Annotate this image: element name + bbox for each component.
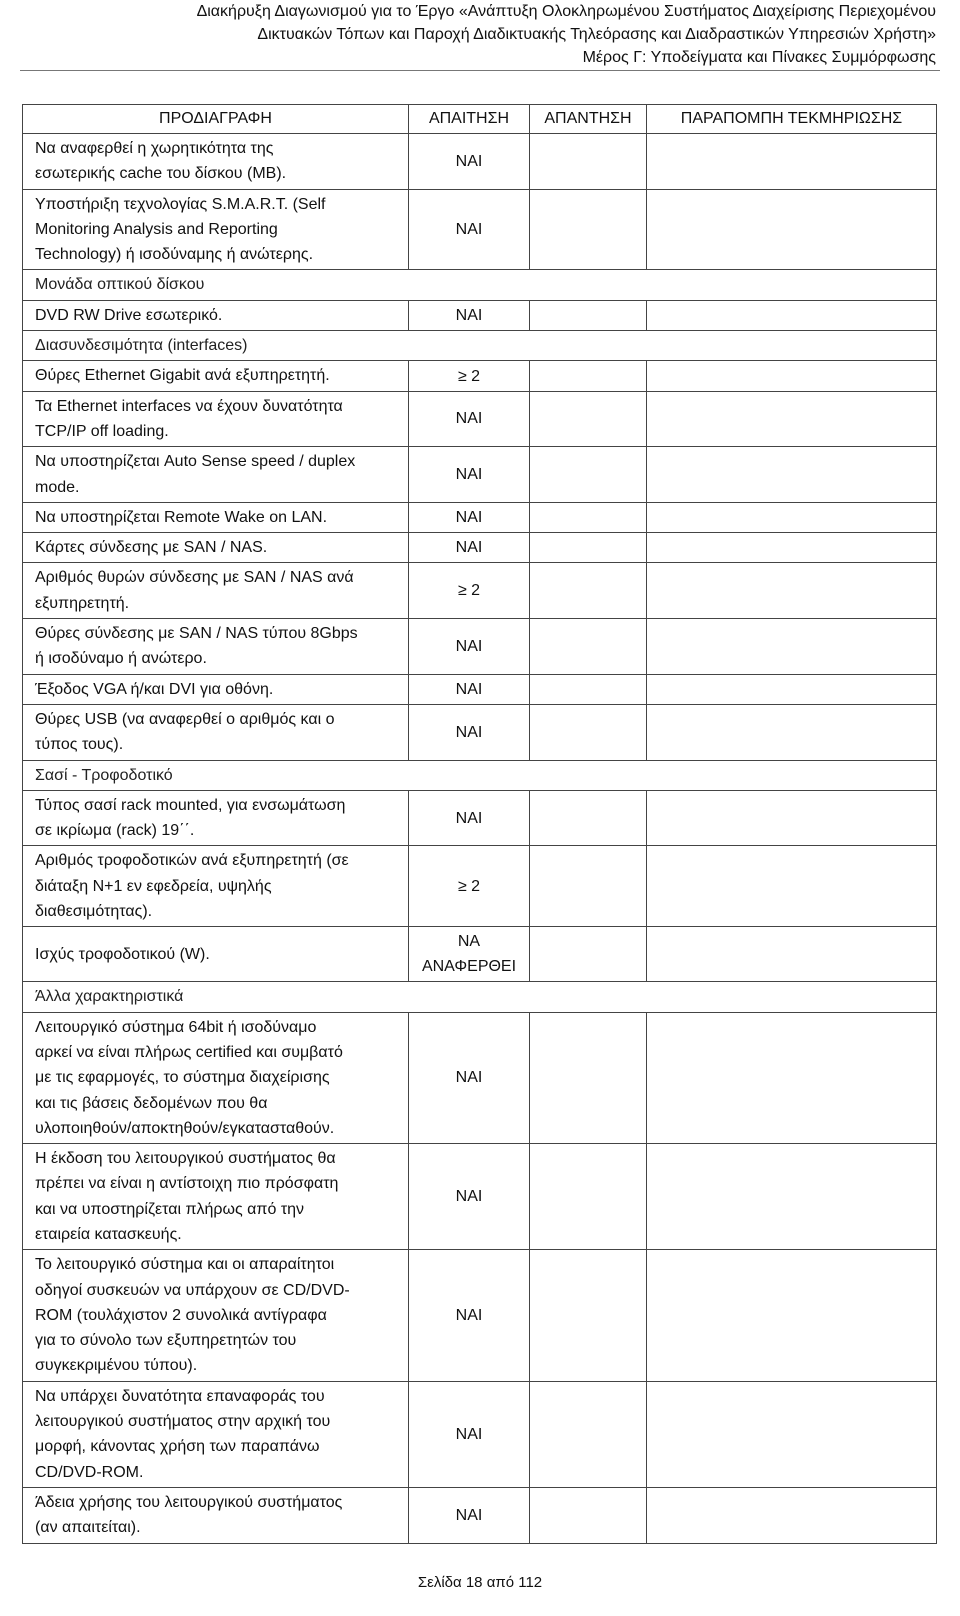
section-heading [23, 982, 937, 1012]
header-rule [20, 70, 940, 71]
requirement-cell [409, 846, 530, 927]
reference-cell[interactable] [647, 189, 937, 270]
requirement-value: ΝΑΙ [455, 680, 483, 698]
requirement-value: ΝΑΙ [455, 1307, 483, 1325]
table-row [23, 134, 937, 190]
reference-cell[interactable] [647, 927, 937, 982]
spec-cell [23, 619, 409, 675]
reference-cell[interactable] [647, 447, 937, 503]
answer-cell[interactable] [530, 927, 647, 982]
spec-line: Τύπος σασί rack mounted, για ενσωμάτωση [35, 796, 346, 814]
table-header-row [23, 105, 937, 134]
table-row [23, 533, 937, 563]
spec-cell [23, 790, 409, 846]
table-row [23, 619, 937, 675]
spec-line: Έξοδος VGA ή/και DVI για οθόνη. [35, 680, 274, 698]
answer-cell[interactable] [530, 563, 647, 619]
answer-cell[interactable] [530, 391, 647, 447]
spec-line: ή ισοδύναμο ή ανώτερο. [35, 650, 207, 668]
requirement-cell [409, 134, 530, 190]
spec-cell [23, 704, 409, 760]
requirement-value: ΑΝΑΦΕΡΘΕΙ [421, 958, 517, 976]
spec-line: και τις βάσεις δεδομένων που θα [35, 1094, 268, 1112]
requirement-value: ΝΑΙ [455, 1188, 483, 1206]
answer-cell[interactable] [530, 846, 647, 927]
reference-cell[interactable] [647, 300, 937, 330]
section-heading-text: Άλλα χαρακτηριστικά [35, 988, 184, 1006]
spec-cell [23, 927, 409, 982]
spec-line: (αν απαιτείται). [35, 1519, 141, 1537]
requirement-cell [409, 1487, 530, 1543]
spec-line: Ισχύς τροφοδοτικού (W). [35, 945, 210, 963]
spec-cell [23, 1250, 409, 1381]
spec-line: Monitoring Analysis and Reporting [35, 220, 278, 238]
reference-cell[interactable] [647, 1487, 937, 1543]
spec-line: DVD RW Drive εσωτερικό. [35, 306, 223, 324]
table-section-row [23, 760, 937, 790]
requirement-value: ΝΑΙ [455, 466, 483, 484]
spec-line: Λειτουργικό σύστημα 64bit ή ισοδύναμο [35, 1018, 317, 1036]
table-row [23, 704, 937, 760]
spec-line: Τα Ethernet interfaces να έχουν δυνατότητα [35, 397, 343, 415]
spec-cell [23, 674, 409, 704]
spec-cell [23, 361, 409, 391]
requirement-value: ΝΑΙ [455, 410, 483, 428]
header-section-line: Μέρος Γ: Υποδείγματα και Πίνακες Συμμόρφωσης [582, 49, 936, 66]
requirement-value: ΝΑΙ [455, 1425, 483, 1443]
spec-line: Technology) ή ισοδύναμης ή ανώτερης. [35, 246, 314, 264]
reference-cell[interactable] [647, 1250, 937, 1381]
spec-line: Η έκδοση του λειτουργικού συστήματος θα [35, 1150, 336, 1168]
reference-cell[interactable] [647, 1381, 937, 1487]
requirement-cell [409, 790, 530, 846]
table-row [23, 1012, 937, 1143]
reference-cell[interactable] [647, 1144, 937, 1250]
table-section-row [23, 331, 937, 361]
requirement-cell [409, 1250, 530, 1381]
reference-cell[interactable] [647, 134, 937, 190]
requirement-value: ΝΑΙ [455, 723, 483, 741]
spec-cell [23, 1144, 409, 1250]
spec-cell [23, 300, 409, 330]
requirement-value: ΝΑΙ [455, 152, 483, 170]
table-row [23, 300, 937, 330]
table-row [23, 189, 937, 270]
spec-line: ROM (τουλάχιστον 2 συνολικά αντίγραφα [35, 1306, 327, 1324]
requirement-cell [409, 391, 530, 447]
spec-line: Κάρτες σύνδεσης με SAN / NAS. [35, 539, 268, 557]
reference-cell[interactable] [647, 533, 937, 563]
spec-line: μορφή, κάνοντας χρήση των παραπάνω [35, 1438, 320, 1456]
spec-line: Άδεια χρήσης του λειτουργικού συστήματος [35, 1493, 343, 1511]
reference-cell[interactable] [647, 563, 937, 619]
spec-cell [23, 1012, 409, 1143]
table-row [23, 1381, 937, 1487]
column-header-reference: ΠΑΡΑΠΟΜΠΗ ΤΕΚΜΗΡΙΩΣΗΣ [647, 105, 937, 134]
answer-cell[interactable] [530, 533, 647, 563]
spec-line: με τις εφαρμογές, το σύστημα διαχείρισης [35, 1069, 330, 1087]
table-row [23, 563, 937, 619]
spec-line: για το σύνολο των εξυπηρετητών του [35, 1332, 297, 1350]
requirement-cell [409, 1012, 530, 1143]
answer-cell[interactable] [530, 1250, 647, 1381]
requirement-value: ΝΑΙ [455, 1506, 483, 1524]
requirement-cell [409, 361, 530, 391]
section-heading [23, 331, 937, 361]
spec-line: Να υπάρχει δυνατότητα επαναφοράς του [35, 1387, 325, 1405]
table-row [23, 391, 937, 447]
spec-cell [23, 563, 409, 619]
spec-line: οδηγοί συσκευών να υπάρχουν σε CD/DVD- [35, 1281, 350, 1299]
reference-cell[interactable] [647, 846, 937, 927]
table-row [23, 1144, 937, 1250]
requirement-value: ≥ 2 [457, 877, 481, 895]
reference-cell[interactable] [647, 361, 937, 391]
header-title-line-2: Δικτυακών Τόπων και Παροχή Διαδικτυακής Τηλεόρασης και Διαδραστικών Υπηρεσιών Χρήστη» [257, 26, 936, 43]
requirement-cell [409, 1381, 530, 1487]
answer-cell[interactable] [530, 790, 647, 846]
spec-line: εξυπηρετητή. [35, 594, 130, 612]
requirement-cell [409, 533, 530, 563]
spec-line: Να υποστηρίζεται Auto Sense speed / duplex [35, 453, 356, 471]
spec-line: Θύρες USB (να αναφερθεί ο αριθμός και ο [35, 710, 335, 728]
answer-cell[interactable] [530, 1144, 647, 1250]
reference-cell[interactable] [647, 1012, 937, 1143]
spec-cell [23, 846, 409, 927]
spec-line: σε ικρίωμα (rack) 19΄΄. [35, 822, 195, 840]
requirement-value: ΝΑΙ [455, 306, 483, 324]
requirement-cell [409, 1144, 530, 1250]
spec-line: Θύρες Ethernet Gigabit ανά εξυπηρετητή. [35, 367, 330, 385]
section-heading-text: Μονάδα οπτικού δίσκου [35, 276, 205, 294]
requirement-value: ΝΑΙ [455, 539, 483, 557]
section-heading-text: Διασυνδεσιμότητα (interfaces) [35, 337, 248, 355]
spec-line: διάταξη Ν+1 εν εφεδρεία, υψηλής [35, 877, 272, 895]
requirement-value: ΝΑ [457, 933, 481, 951]
answer-cell[interactable] [530, 1381, 647, 1487]
spec-line: Αριθμός τροφοδοτικών ανά εξυπηρετητή (σε [35, 852, 349, 870]
spec-line: αρκεί να είναι πλήρως certified και συμβατό [35, 1043, 343, 1061]
requirement-value: ≥ 2 [457, 582, 481, 600]
spec-line: Να υποστηρίζεται Remote Wake on LAN. [35, 508, 328, 526]
column-header-spec: ΠΡΟΔΙΑΓΡΑΦΗ [23, 105, 409, 134]
spec-line: τύπος τους). [35, 736, 124, 754]
table-section-row [23, 270, 937, 300]
requirement-value: ΝΑΙ [455, 1069, 483, 1087]
reference-cell[interactable] [647, 391, 937, 447]
spec-line: λειτουργικού συστήματος στην αρχική του [35, 1413, 331, 1431]
answer-cell[interactable] [530, 361, 647, 391]
table-body [23, 134, 937, 1544]
spec-line: Το λειτουργικό σύστημα και οι απαραίτητοι [35, 1256, 335, 1274]
spec-line: mode. [35, 478, 80, 496]
table-row [23, 927, 937, 982]
table-section-row [23, 982, 937, 1012]
requirement-value: ≥ 2 [457, 367, 481, 385]
spec-line: εταιρεία κατασκευής. [35, 1225, 182, 1243]
requirement-cell [409, 927, 530, 982]
spec-line: Αριθμός θυρών σύνδεσης με SAN / NAS ανά [35, 569, 354, 587]
table-row [23, 361, 937, 391]
requirement-cell [409, 502, 530, 532]
table-row [23, 1487, 937, 1543]
spec-line: Να αναφερθεί η χωρητικότητα της [35, 140, 274, 157]
requirement-cell [409, 300, 530, 330]
spec-cell [23, 502, 409, 532]
requirement-cell [409, 563, 530, 619]
answer-cell[interactable] [530, 619, 647, 675]
section-heading [23, 760, 937, 790]
spec-cell [23, 533, 409, 563]
requirement-cell [409, 674, 530, 704]
spec-line: διαθεσιμότητας). [35, 903, 153, 921]
requirement-value: ΝΑΙ [455, 809, 483, 827]
spec-cell [23, 391, 409, 447]
spec-line: και να υποστηρίζεται πλήρως από την [35, 1200, 305, 1218]
section-heading [23, 270, 937, 300]
reference-cell[interactable] [647, 674, 937, 704]
document-header [24, 0, 936, 69]
requirement-value: ΝΑΙ [455, 509, 483, 526]
table-row [23, 846, 937, 927]
requirement-cell [409, 189, 530, 270]
reference-cell[interactable] [647, 502, 937, 532]
answer-cell[interactable] [530, 502, 647, 532]
table-row [23, 674, 937, 704]
requirement-cell [409, 619, 530, 675]
spec-line: υλοποιηθούν/αποκτηθούν/εγκατασταθούν. [35, 1119, 335, 1137]
column-header-requirement: ΑΠΑΙΤΗΣΗ [409, 105, 530, 134]
reference-cell[interactable] [647, 790, 937, 846]
answer-cell[interactable] [530, 1487, 647, 1543]
spec-line: συγκεκριμένου τύπου). [35, 1357, 198, 1375]
compliance-table [22, 104, 937, 1544]
table-row [23, 502, 937, 532]
reference-cell[interactable] [647, 619, 937, 675]
spec-line: CD/DVD-ROM. [35, 1463, 144, 1481]
page-number: Σελίδα 18 από 112 [417, 1574, 543, 1591]
spec-cell [23, 189, 409, 270]
table-row [23, 790, 937, 846]
reference-cell[interactable] [647, 704, 937, 760]
spec-line: πρέπει να είναι η αντίστοιχη πιο πρόσφατη [35, 1175, 339, 1193]
spec-cell [23, 1487, 409, 1543]
spec-cell [23, 1381, 409, 1487]
requirement-cell [409, 447, 530, 503]
requirement-value: ΝΑΙ [455, 637, 483, 655]
table-row [23, 1250, 937, 1381]
spec-line: εσωτερικής cache του δίσκου (MB). [35, 165, 287, 183]
spec-cell [23, 447, 409, 503]
requirement-value: ΝΑΙ [455, 221, 483, 239]
answer-cell[interactable] [530, 134, 647, 190]
spec-cell [23, 134, 409, 190]
answer-cell[interactable] [530, 1012, 647, 1143]
answer-cell[interactable] [530, 189, 647, 270]
spec-line: Υποστήριξη τεχνολογίας S.M.A.R.T. (Self [35, 195, 326, 213]
section-heading-text: Σασί - Τροφοδοτικό [35, 766, 173, 784]
column-header-answer: ΑΠΑΝΤΗΣΗ [530, 105, 647, 134]
requirement-cell [409, 704, 530, 760]
table-row [23, 447, 937, 503]
answer-cell[interactable] [530, 300, 647, 330]
spec-line: TCP/IP off loading. [35, 422, 169, 440]
answer-cell[interactable] [530, 704, 647, 760]
answer-cell[interactable] [530, 674, 647, 704]
answer-cell[interactable] [530, 447, 647, 503]
header-title-line-1: Διακήρυξη Διαγωνισμού για το Έργο «Ανάπτυξη Ολοκληρωμένου Συστήματος Διαχείρισης Περιεχομένου [196, 3, 936, 20]
spec-line: Θύρες σύνδεσης με SAN / NAS τύπου 8Gbps [35, 625, 358, 643]
